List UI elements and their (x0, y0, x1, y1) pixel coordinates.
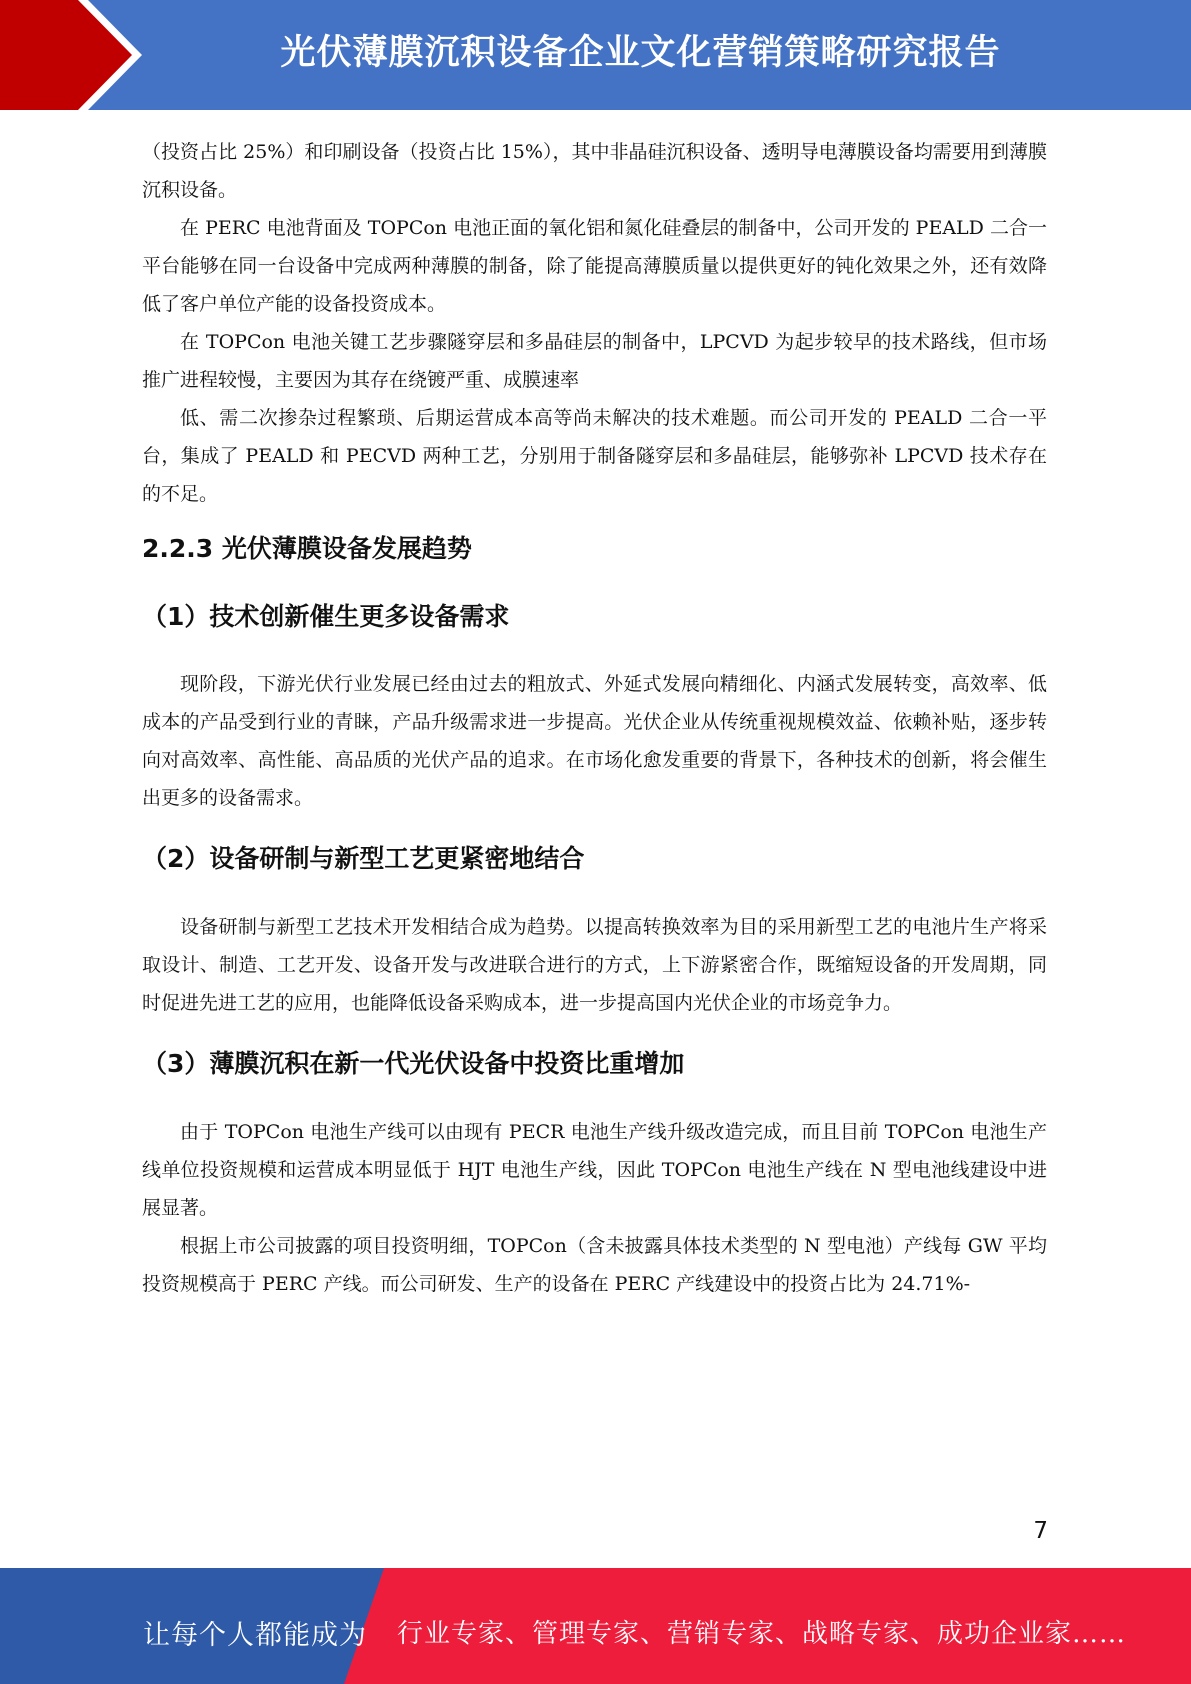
paragraph: 低、需二次掺杂过程繁琐、后期运营成本高等尚未解决的技术难题。而公司开发的 PEALD 二合一平台，集成了 PEALD 和 PECVD 两种工艺，分别用于制备隧穿层和多晶硅层，能够弥补 LPCVD 技术存在的不足。 (142, 407, 1047, 505)
paragraph: （投资占比 25%）和印刷设备（投资占比 15%），其中非晶硅沉积设备、透明导电薄膜设备均需要用到薄膜沉积设备。 (142, 141, 1047, 201)
header-title: 光伏薄膜沉积设备企业文化营销策略研究报告 (280, 33, 1001, 73)
paragraph: 根据上市公司披露的项目投资明细，TOPCon（含未披露具体技术类型的 N 型电池）产线每 GW 平均投资规模高于 PERC 产线。而公司研发、生产的设备在 PERC 产线建设中的投资占比为 24.71%- (142, 1235, 1047, 1295)
subsection-heading: （1）技术创新催生更多设备需求 (142, 602, 510, 631)
document-body (142, 133, 1047, 1303)
page-number: 7 (1033, 1518, 1048, 1544)
paragraph: 由于 TOPCon 电池生产线可以由现有 PECR 电池生产线升级改造完成，而且目前 TOPCon 电池生产线单位投资规模和运营成本明显低于 HJT 电池生产线，因此 TOPCon 电池生产线在 N 型电池线建设中进展显著。 (142, 1121, 1047, 1219)
subsection-heading: （2）设备研制与新型工艺更紧密地结合 (142, 844, 585, 873)
paragraph: 在 PERC 电池背面及 TOPCon 电池正面的氧化铝和氮化硅叠层的制备中，公司开发的 PEALD 二合一平台能够在同一台设备中完成两种薄膜的制备，除了能提高薄膜质量以提供更好的钝化效果之外，还有效降低了客户单位产能的设备投资成本。 (142, 217, 1047, 315)
footer-slogan-right: 行业专家、管理专家、营销专家、战略专家、成功企业家…… (397, 1619, 1127, 1649)
paragraph: 设备研制与新型工艺技术开发相结合成为趋势。以提高转换效率为目的采用新型工艺的电池片生产将采取设计、制造、工艺开发、设备开发与改进联合进行的方式，上下游紧密合作，既缩短设备的开发周期，同时促进先进工艺的应用，也能降低设备采购成本，进一步提高国内光伏企业的市场竞争力。 (142, 916, 1047, 1014)
footer-slogan-left: 让每个人都能成为 (143, 1620, 367, 1651)
paragraph: 现阶段，下游光伏行业发展已经由过去的粗放式、外延式发展向精细化、内涵式发展转变，高效率、低成本的产品受到行业的青睐，产品升级需求进一步提高。光伏企业从传统重视规模效益、依赖补贴，逐步转向对高效率、高性能、高品质的光伏产品的追求。在市场化愈发重要的背景下，各种技术的创新，将会催生出更多的设备需求。 (142, 673, 1047, 809)
paragraph: 在 TOPCon 电池关键工艺步骤隧穿层和多晶硅层的制备中，LPCVD 为起步较早的技术路线，但市场推广进程较慢，主要因为其存在绕镀严重、成膜速率 (142, 331, 1047, 391)
section-heading: 2.2.3 光伏薄膜设备发展趋势 (142, 534, 472, 563)
page-header (0, 0, 1191, 110)
subsection-heading: （3）薄膜沉积在新一代光伏设备中投资比重增加 (142, 1049, 685, 1078)
